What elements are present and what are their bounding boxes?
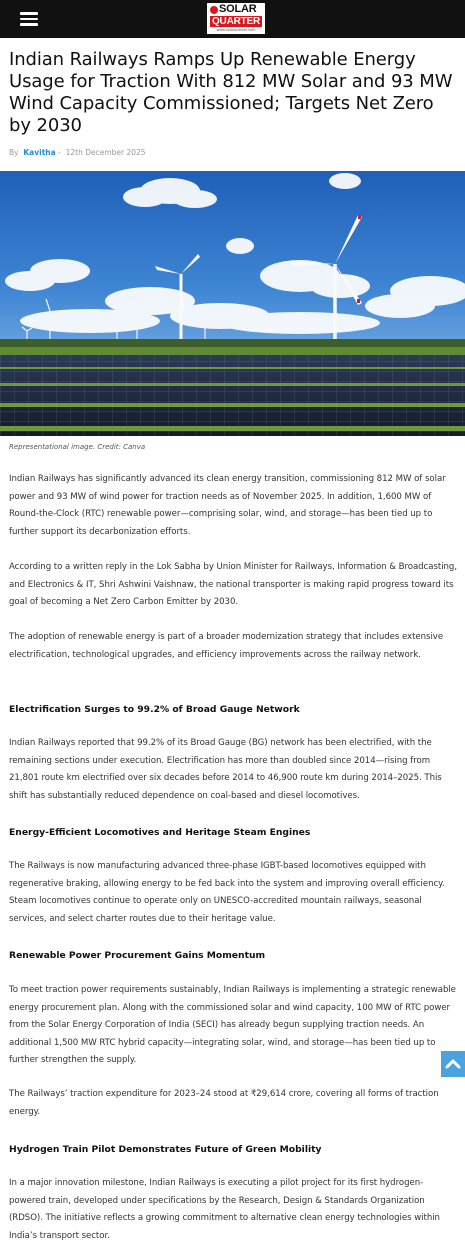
logo-url-text: www.solarquarter.com xyxy=(216,28,256,32)
menu-line xyxy=(20,23,38,26)
logo-text-top: SOLAR xyxy=(219,3,257,15)
paragraph: The Railways is now manufacturing advanced three-phase IGBT-based locomotives equipped with regenerative braking, allowing energy to be fed back into the system and improving overall efficiency. Steam locomotives continue to operate only on UNESCO-accredited mountain railways, seasonal services, and select charter routes due to their heritage value. xyxy=(9,861,445,924)
paragraph: The adoption of renewable energy is part of a broader modernization strategy that includes extensive electrification, technological upgrades, and efficiency improvements across the railway network. xyxy=(9,632,444,660)
top-navigation-bar xyxy=(0,0,465,38)
chevron-up-icon xyxy=(441,1051,465,1077)
article-title: Indian Railways Ramps Up Renewable Energy Usage for Traction With 812 MW Solar and 93 MW Wind Capacity Commissioned; Targets Net Zero by 2030 xyxy=(9,49,453,136)
paragraph: Indian Railways has significantly advanced its clean energy transition, commissioning 812 MW of solar power and 93 MW of wind power for traction needs as of November 2025. In addition, 1,600 MW of Round-the-Clock (RTC) renewable power—comprising solar, wind, and storage—has been tied up to further support its decarbonization efforts. xyxy=(9,474,446,537)
hero-image xyxy=(0,171,465,436)
section-heading: Hydrogen Train Pilot Demonstrates Future of Green Mobility xyxy=(9,1144,322,1155)
logo-text-bottom: QUARTER xyxy=(211,16,261,27)
section-heading: Electrification Surges to 99.2% of Broad Gauge Network xyxy=(9,704,300,715)
menu-line xyxy=(20,12,38,15)
paragraph: According to a written reply in the Lok Sabha by Union Minister for Railways, Information & Broadcasting, and Electronics & IT, Shri Ashwini Vaishnaw, the national transporter is making rapid progress toward its goal of becoming a Net Zero Carbon Emitter by 2030. xyxy=(9,562,458,607)
solar-quarter-logo[interactable] xyxy=(207,3,265,34)
paragraph: In a major innovation milestone, Indian Railways is executing a pilot project for its first hydrogen-powered train, developed under specifications by the Research, Design & Standards Organization (RDSO). The initiative reflects a growing commitment to alternative clean energy technologies within India’s transport sector. xyxy=(9,1178,440,1241)
paragraph: To meet traction power requirements sustainably, Indian Railways is implementing a strategic renewable energy procurement plan. Along with the commissioned solar and wind capacity, 100 MW of RTC power from the Solar Energy Corporation of India (SECI) has already begun supplying traction needs. An additional 1,500 MW RTC hybrid capacity—integrating solar, wind, and storage—has been tied up to further strengthen the supply. xyxy=(9,985,456,1065)
section-heading: Energy-Efficient Locomotives and Heritage Steam Engines xyxy=(9,827,311,838)
paragraph: The Railways’ traction expenditure for 2023–24 stood at ₹29,614 crore, covering all forms of traction energy. xyxy=(9,1089,439,1117)
author-link[interactable]: Kavitha xyxy=(23,148,56,157)
scroll-to-top-button[interactable] xyxy=(441,1051,465,1077)
paragraph: Indian Railways reported that 99.2% of its Broad Gauge (BG) network has been electrified, with the remaining sections under execution. Electrification has more than doubled since 2014—rising from 21,801 route km electrified over six decades before 2014 to 46,900 route km during 2014–2025. This shift has substantially reduced dependence on coal-based and diesel locomotives. xyxy=(9,738,442,801)
sun-icon xyxy=(210,6,218,14)
meta-separator: - xyxy=(58,148,61,157)
publish-date: 12th December 2025 xyxy=(65,148,146,157)
menu-line xyxy=(20,18,38,21)
hamburger-menu-icon[interactable] xyxy=(20,12,38,26)
article-meta xyxy=(9,148,146,158)
section-heading: Renewable Power Procurement Gains Momentum xyxy=(9,950,266,961)
byline-prefix: By xyxy=(9,148,19,157)
image-caption: Representational image. Credit: Canva xyxy=(9,443,146,451)
